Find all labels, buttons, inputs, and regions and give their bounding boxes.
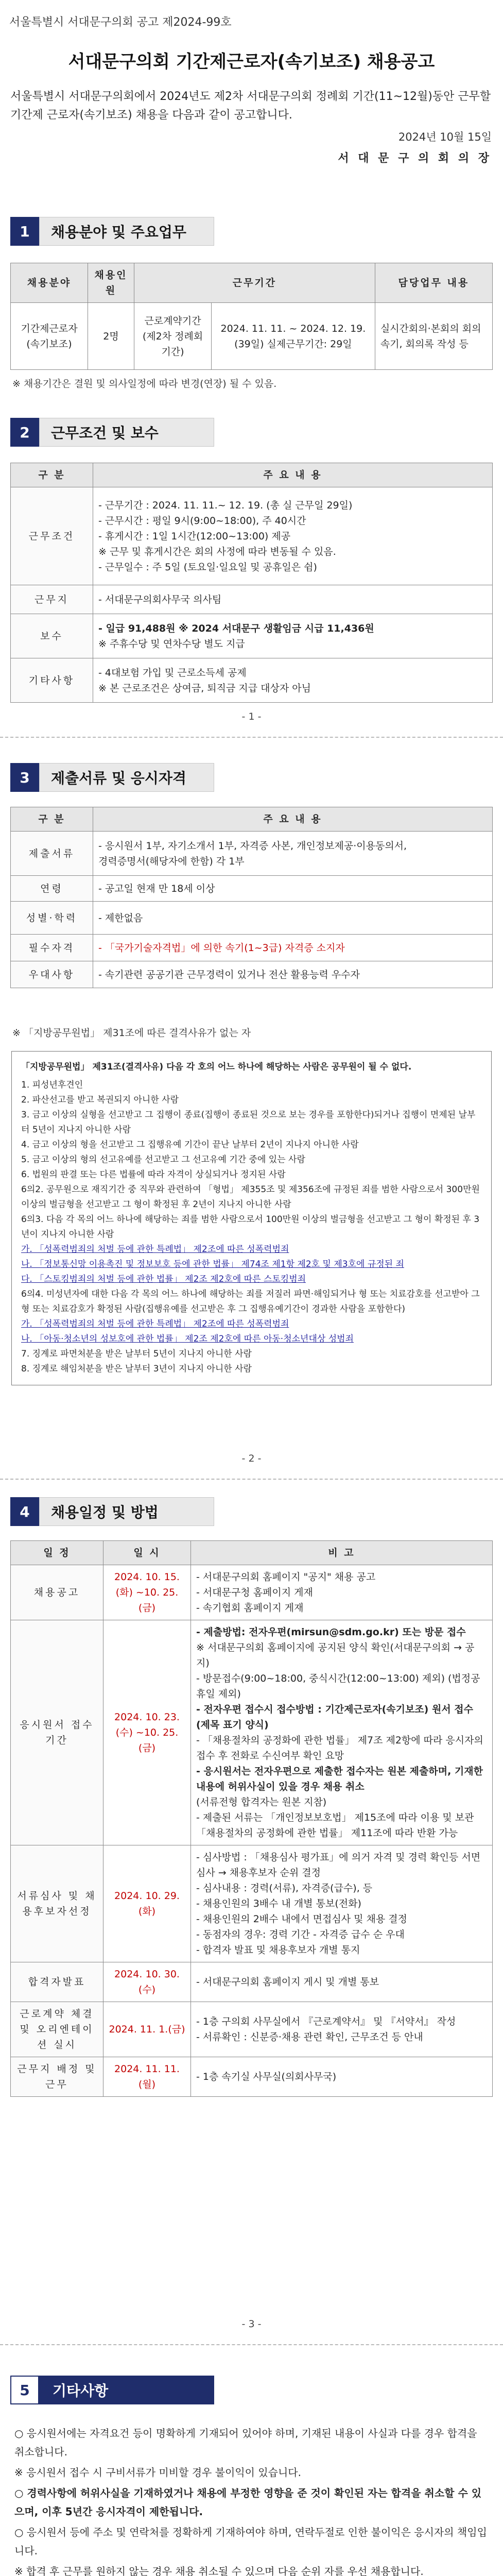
row-label: 기타사항	[11, 658, 93, 703]
line: (제목 표기 양식)	[196, 1719, 269, 1731]
issuer: 서 대 문 구 의 회 의 장	[338, 152, 492, 165]
row-content	[93, 935, 493, 961]
table-header: 일 시	[103, 1541, 191, 1565]
box-title: 「지방공무원법」 제31조(결격사유) 다음 각 호의 어느 하나에 해당하는 사람은 공무원이 될 수 없다.	[21, 1062, 412, 1072]
line: - 서대문구의회사무국 의사팀	[98, 594, 222, 605]
line: - 4대보험 가입 및 근로소득세 공제	[98, 667, 247, 679]
section-4-header	[10, 1497, 214, 1527]
row-label: 서류심사 및 채용후보자선정	[11, 1845, 103, 1962]
line: ※ 주휴수당 및 연차수당 별도 지급	[98, 638, 245, 650]
line: - 공고일 현재 만 18세 이상	[98, 883, 215, 894]
table-header: 채용분야	[11, 263, 88, 303]
list-item: 6의4. 미성년자에 대한 다음 각 목의 어느 하나에 해당하는 죄를 저질러 파면·해임되거나 형 또는 치료감호를 선고받아 그 형 또는 치료감호가 확정된 사람(집행유예를 선고받은 후 그 집행유예기간이 경과한 사람을 포함한다)	[21, 1289, 480, 1314]
row-content	[191, 2057, 493, 2097]
list-item: 4. 금고 이상의 형을 선고받고 그 집행유예 기간이 끝난 날부터 2년이 지나지 아니한 사람	[21, 1140, 359, 1150]
contract-cell: 근로계약기간(제2차 정례회 기간)	[134, 303, 212, 370]
period-cell: 2024. 11. 11. ~ 2024. 12. 19. (39일) 실제근무기간: 29일	[212, 303, 375, 370]
documents-qualifications-table	[10, 807, 493, 988]
notice-number: 서울특별시 서대문구의회 공고 제2024-99호	[9, 16, 232, 29]
list-item: 나. 「정보통신망 이용촉진 및 정보보호 등에 관한 법률」 제74조 제1항 제2호 및 제3호에 규정된 죄	[21, 1259, 404, 1269]
table-header: 일 정	[11, 1541, 103, 1565]
row-date: 2024. 10. 15.(화) ~10. 25.(금)	[103, 1565, 191, 1620]
section-title: 근무조건 및 보수	[39, 418, 214, 447]
line: - 합격자 발표 및 채용후보자 개별 통지	[196, 1944, 360, 1956]
row-content	[93, 585, 493, 614]
line: - 심사내용 : 경력(서류), 자격증(급수), 등	[196, 1883, 373, 1894]
section-3-header	[10, 762, 214, 792]
row-label: 합격자발표	[11, 1962, 103, 2002]
line: - 속기협회 홈페이지 게재	[196, 1602, 304, 1614]
line: - 서대문구청 홈페이지 게재	[196, 1587, 313, 1598]
section-title: 채용분야 및 주요업무	[39, 217, 214, 246]
row-date: 2024. 11. 1.(금)	[103, 2002, 191, 2057]
list-item: 7. 징계로 파면처분을 받은 날부터 5년이 지나지 아니한 사람	[21, 1349, 252, 1359]
row-content	[191, 2002, 493, 2057]
row-content	[93, 902, 493, 935]
section-number: 2	[10, 418, 39, 447]
line: - 제한없음	[98, 912, 143, 924]
duty-cell: 실시간회의·본회의 회의 속기, 회의록 작성 등	[375, 303, 492, 370]
line: - 「국가기술자격법」에 의한 속기(1~3급) 자격증 소지자	[98, 942, 345, 954]
list-item: ○ 경력사항에 허위사실을 기재하였거나 채용에 부정한 영향을 준 것이 확인된 자는 합격을 취소할 수 있으며, 이후 5년간 응시자격이 제한됩니다.	[14, 2487, 482, 2518]
section-number: 3	[10, 763, 39, 792]
line: - 심사방법 : 「채용심사 평가표」에 의거 자격 및 경력 확인등 서면심사 → 채용후보자 순위 결정	[196, 1852, 481, 1878]
line: - 「채용절차의 공정화에 관한 법률」 제7조 제2항에 따라 응시자의 접수 후 전화로 수신여부 확인 요망	[196, 1735, 483, 1761]
section-title: 채용일정 및 방법	[39, 1497, 214, 1526]
page-divider	[0, 737, 503, 738]
line: - 근무기간 : 2024. 11. 11.~ 12. 19. (총 실 근무일 29일)	[98, 499, 353, 511]
row-content	[191, 1962, 493, 2002]
row-content	[93, 876, 493, 902]
notice-date: 2024년 10월 15일	[398, 131, 492, 143]
line: - 서대문구의회 홈페이지 게시 및 개별 통보	[196, 1976, 379, 1988]
row-label: 보수	[11, 614, 93, 658]
table-header: 채용인원	[88, 263, 134, 303]
line: (서류전형 합격자는 원본 지참)	[196, 1797, 327, 1808]
line: - 1층 구의회 사무실에서 『근로계약서』 및 『서약서』 작성	[196, 2016, 456, 2027]
list-item: 1. 피성년후견인	[21, 1080, 83, 1090]
list-item: ※ 합격 후 근무를 원하지 않는 경우 채용 취소될 수 있으며 다음 순위 자를 우선 채용합니다.	[14, 2565, 424, 2576]
section-1-note: ※ 채용기간은 결원 및 의사일정에 따라 변경(연장) 될 수 있음.	[12, 378, 277, 389]
disqualification-box	[11, 1051, 492, 1385]
line: - 응시원서 1부, 자기소개서 1부, 자격증 사본, 개인정보제공·이용동의서,	[98, 840, 407, 852]
line: - 근무일수 : 주 5일 (토요일·일요일 및 공휴일은 쉼)	[98, 561, 317, 573]
line: - 속기관련 공공기관 근무경력이 있거나 전산 활용능력 우수자	[98, 969, 360, 980]
other-notes	[14, 2424, 488, 2576]
row-date: 2024. 11. 11.(월)	[103, 2057, 191, 2097]
recruitment-field-table	[10, 263, 493, 370]
count-cell: 2명	[88, 303, 134, 370]
row-date: 2024. 10. 30.(수)	[103, 1962, 191, 2002]
page-number: - 2 -	[241, 1453, 262, 1464]
page-title: 서대문구의회 기간제근로자(속기보조) 채용공고	[68, 52, 435, 72]
row-content	[93, 832, 493, 876]
page-divider	[0, 2344, 503, 2345]
list-item: 나. 「아동·청소년의 성보호에 관한 법률」 제2조 제2호에 따른 아동·청소년대상 성범죄	[21, 1334, 354, 1344]
row-label: 근무지	[11, 585, 93, 614]
line: - 응시원서는 전자우편으로 제출한 접수자는 원본 제출하며, 기재한 내용에 허위사실이 있을 경우 채용 취소	[196, 1766, 483, 1792]
line: - 채용인원의 3배수 내 개별 통보(전화)	[196, 1898, 361, 1909]
section-title: 기타사항	[39, 2376, 214, 2404]
line: - 제출방법: 전자우편(mirsun@sdm.go.kr) 또는 방문 접수	[196, 1626, 466, 1638]
line: - 서류확인 : 신분증·채용 관련 확인, 근무조건 등 안내	[196, 2031, 423, 2043]
page-number: - 3 -	[241, 2318, 262, 2330]
section-number: 4	[10, 1497, 39, 1526]
line: - 휴게시간 : 1일 1시간(12:00~13:00) 제공	[98, 530, 291, 542]
row-label: 연령	[11, 876, 93, 902]
line: - 채용인원의 2배수 내에서 면접심사 및 채용 결정	[196, 1913, 407, 1925]
list-item: 가. 「성폭력범죄의 처벌 등에 관한 특례법」 제2조에 따른 성폭력범죄	[21, 1244, 289, 1255]
list-item: 3. 금고 이상의 실형을 선고받고 그 집행이 종료(집행이 종료된 것으로 보는 경우를 포함한다)되거나 집행이 면제된 날부터 5년이 지나지 아니한 사람	[21, 1110, 476, 1135]
row-content	[93, 487, 493, 585]
list-item: 5. 금고 이상의 형의 선고유예를 선고받고 그 선고유예 기간 중에 있는 사람	[21, 1155, 305, 1165]
row-label: 우대사항	[11, 961, 93, 988]
section-3-note: ※ 「지방공무원법」 제31조에 따른 결격사유가 없는 자	[12, 1027, 251, 1039]
row-date: 2024. 10. 29.(화)	[103, 1845, 191, 1962]
list-item: 2. 파산선고를 받고 복권되지 아니한 사람	[21, 1095, 179, 1105]
table-header: 비 고	[191, 1541, 493, 1565]
section-number: 5	[10, 2376, 39, 2404]
table-header: 구 분	[11, 807, 93, 832]
section-5-header	[10, 2375, 214, 2405]
section-number: 1	[10, 217, 39, 246]
list-item: 6의3. 다음 각 목의 어느 하나에 해당하는 죄를 범한 사람으로서 100만원 이상의 벌금형을 선고받고 그 형이 확정된 후 3년이 지나지 아니한 사람	[21, 1214, 480, 1240]
line: ※ 본 근로조건은 상여금, 퇴직금 지급 대상자 아님	[98, 682, 311, 694]
row-label: 필수자격	[11, 935, 93, 961]
row-label: 근로계약 체결 및 오리엔테이션 실시	[11, 2002, 103, 2057]
page-number: - 1 -	[241, 711, 262, 722]
section-2-header	[10, 417, 214, 447]
line: - 근무시간 : 평일 9시(9:00~18:00), 주 40시간	[98, 515, 306, 527]
row-label: 채용공고	[11, 1565, 103, 1620]
row-label: 근무조건	[11, 487, 93, 585]
row-content	[191, 1845, 493, 1962]
list-item: ○ 응시원서 등에 주소 및 연락처를 정확하게 기재하여야 하며, 연락두절로 인한 불이익은 응시자의 책임입니다.	[14, 2526, 487, 2557]
work-conditions-table	[10, 463, 493, 703]
list-item: ※ 응시원서 접수 시 구비서류가 미비할 경우 불이익이 있습니다.	[14, 2466, 301, 2479]
row-label: 근무지 배정 및 근무	[11, 2057, 103, 2097]
line: - 방문접수(9:00~18:00, 중식시간(12:00~13:00) 제외) (법정공휴일 제외)	[196, 1673, 480, 1700]
line: - 전자우편 접수시 접수방법 : 기간제근로자(속기보조) 원서 접수	[196, 1704, 474, 1715]
line: 「채용절차의 공정화에 관한 법률」 제11조에 따라 반환 가능	[196, 1827, 458, 1839]
list-item: 다. 「스토킹범죄의 처벌 등에 관한 법률」 제2조 제2호에 따른 스토킹범죄	[21, 1274, 306, 1284]
list-item: 가. 「성폭력범죄의 처벌 등에 관한 특례법」 제2조에 따른 성폭력범죄	[21, 1319, 289, 1329]
section-1-header	[10, 216, 214, 246]
line: ※ 서대문구의회 홈페이지에 공지된 양식 확인(서대문구의회 → 공지)	[196, 1642, 475, 1669]
section-title: 제출서류 및 응시자격	[39, 763, 214, 792]
list-item: 8. 징계로 해임처분을 받은 날부터 3년이 지나지 아니한 사람	[21, 1364, 252, 1374]
table-header: 구 분	[11, 463, 93, 487]
schedule-table	[10, 1540, 493, 2097]
list-item: 6. 법원의 판결 또는 다른 법률에 따라 자격이 상실되거나 정지된 사람	[21, 1170, 286, 1180]
row-content	[191, 1565, 493, 1620]
line: - 1층 속기실 사무실(의회사무국)	[196, 2071, 337, 2082]
line: - 동점자의 경우: 경력 기간 - 자격증 급수 순 우대	[196, 1929, 405, 1940]
list-item: ○ 응시원서에는 자격요건 등이 명확하게 기재되어 있어야 하며, 기재된 내용이 사실과 다를 경우 합격을 취소합니다.	[14, 2427, 477, 2458]
line: - 서대문구의회 홈페이지 "공지" 채용 공고	[196, 1571, 376, 1583]
table-header: 담당업무 내용	[375, 263, 492, 303]
line: - 제출된 서류는 「개인정보보호법」 제15조에 따라 이용 및 보관	[196, 1812, 474, 1823]
table-header: 주 요 내 용	[93, 807, 493, 832]
field-cell: 기간제근로자(속기보조)	[11, 303, 88, 370]
row-content	[191, 1620, 493, 1845]
row-label: 제출서류	[11, 832, 93, 876]
row-label: 응시원서 접수기간	[11, 1620, 103, 1845]
page-divider	[0, 1479, 503, 1480]
list-item: 6의2. 공무원으로 재직기간 중 직무와 관련하여 「형법」 제355조 및 제356조에 규정된 죄를 범한 사람으로서 300만원 이상의 벌금형을 선고받고 그 형이 확정된 후 2년이 지나지 아니한 사람	[21, 1184, 480, 1210]
row-content	[93, 658, 493, 703]
row-label: 성별·학력	[11, 902, 93, 935]
line: ※ 근무 및 휴게시간은 회의 사정에 따라 변동될 수 있음.	[98, 546, 336, 557]
row-content	[93, 961, 493, 988]
table-header: 주 요 내 용	[93, 463, 493, 487]
table-header: 근무기간	[134, 263, 375, 303]
line: - 일급 91,488원 ※ 2024 서대문구 생활임금 시급 11,436원	[98, 622, 374, 634]
intro-paragraph: 서울특별시 서대문구의회에서 2024년도 제2차 서대문구의회 정례회 기간(11~12월)동안 근무할 기간제 근로자(속기보조) 채용을 다음과 같이 공고합니다.	[10, 90, 491, 122]
row-date: 2024. 10. 23.(수) ~10. 25.(금)	[103, 1620, 191, 1845]
line: 경력증명서(해당자에 한함) 각 1부	[98, 855, 245, 867]
row-content	[93, 614, 493, 658]
